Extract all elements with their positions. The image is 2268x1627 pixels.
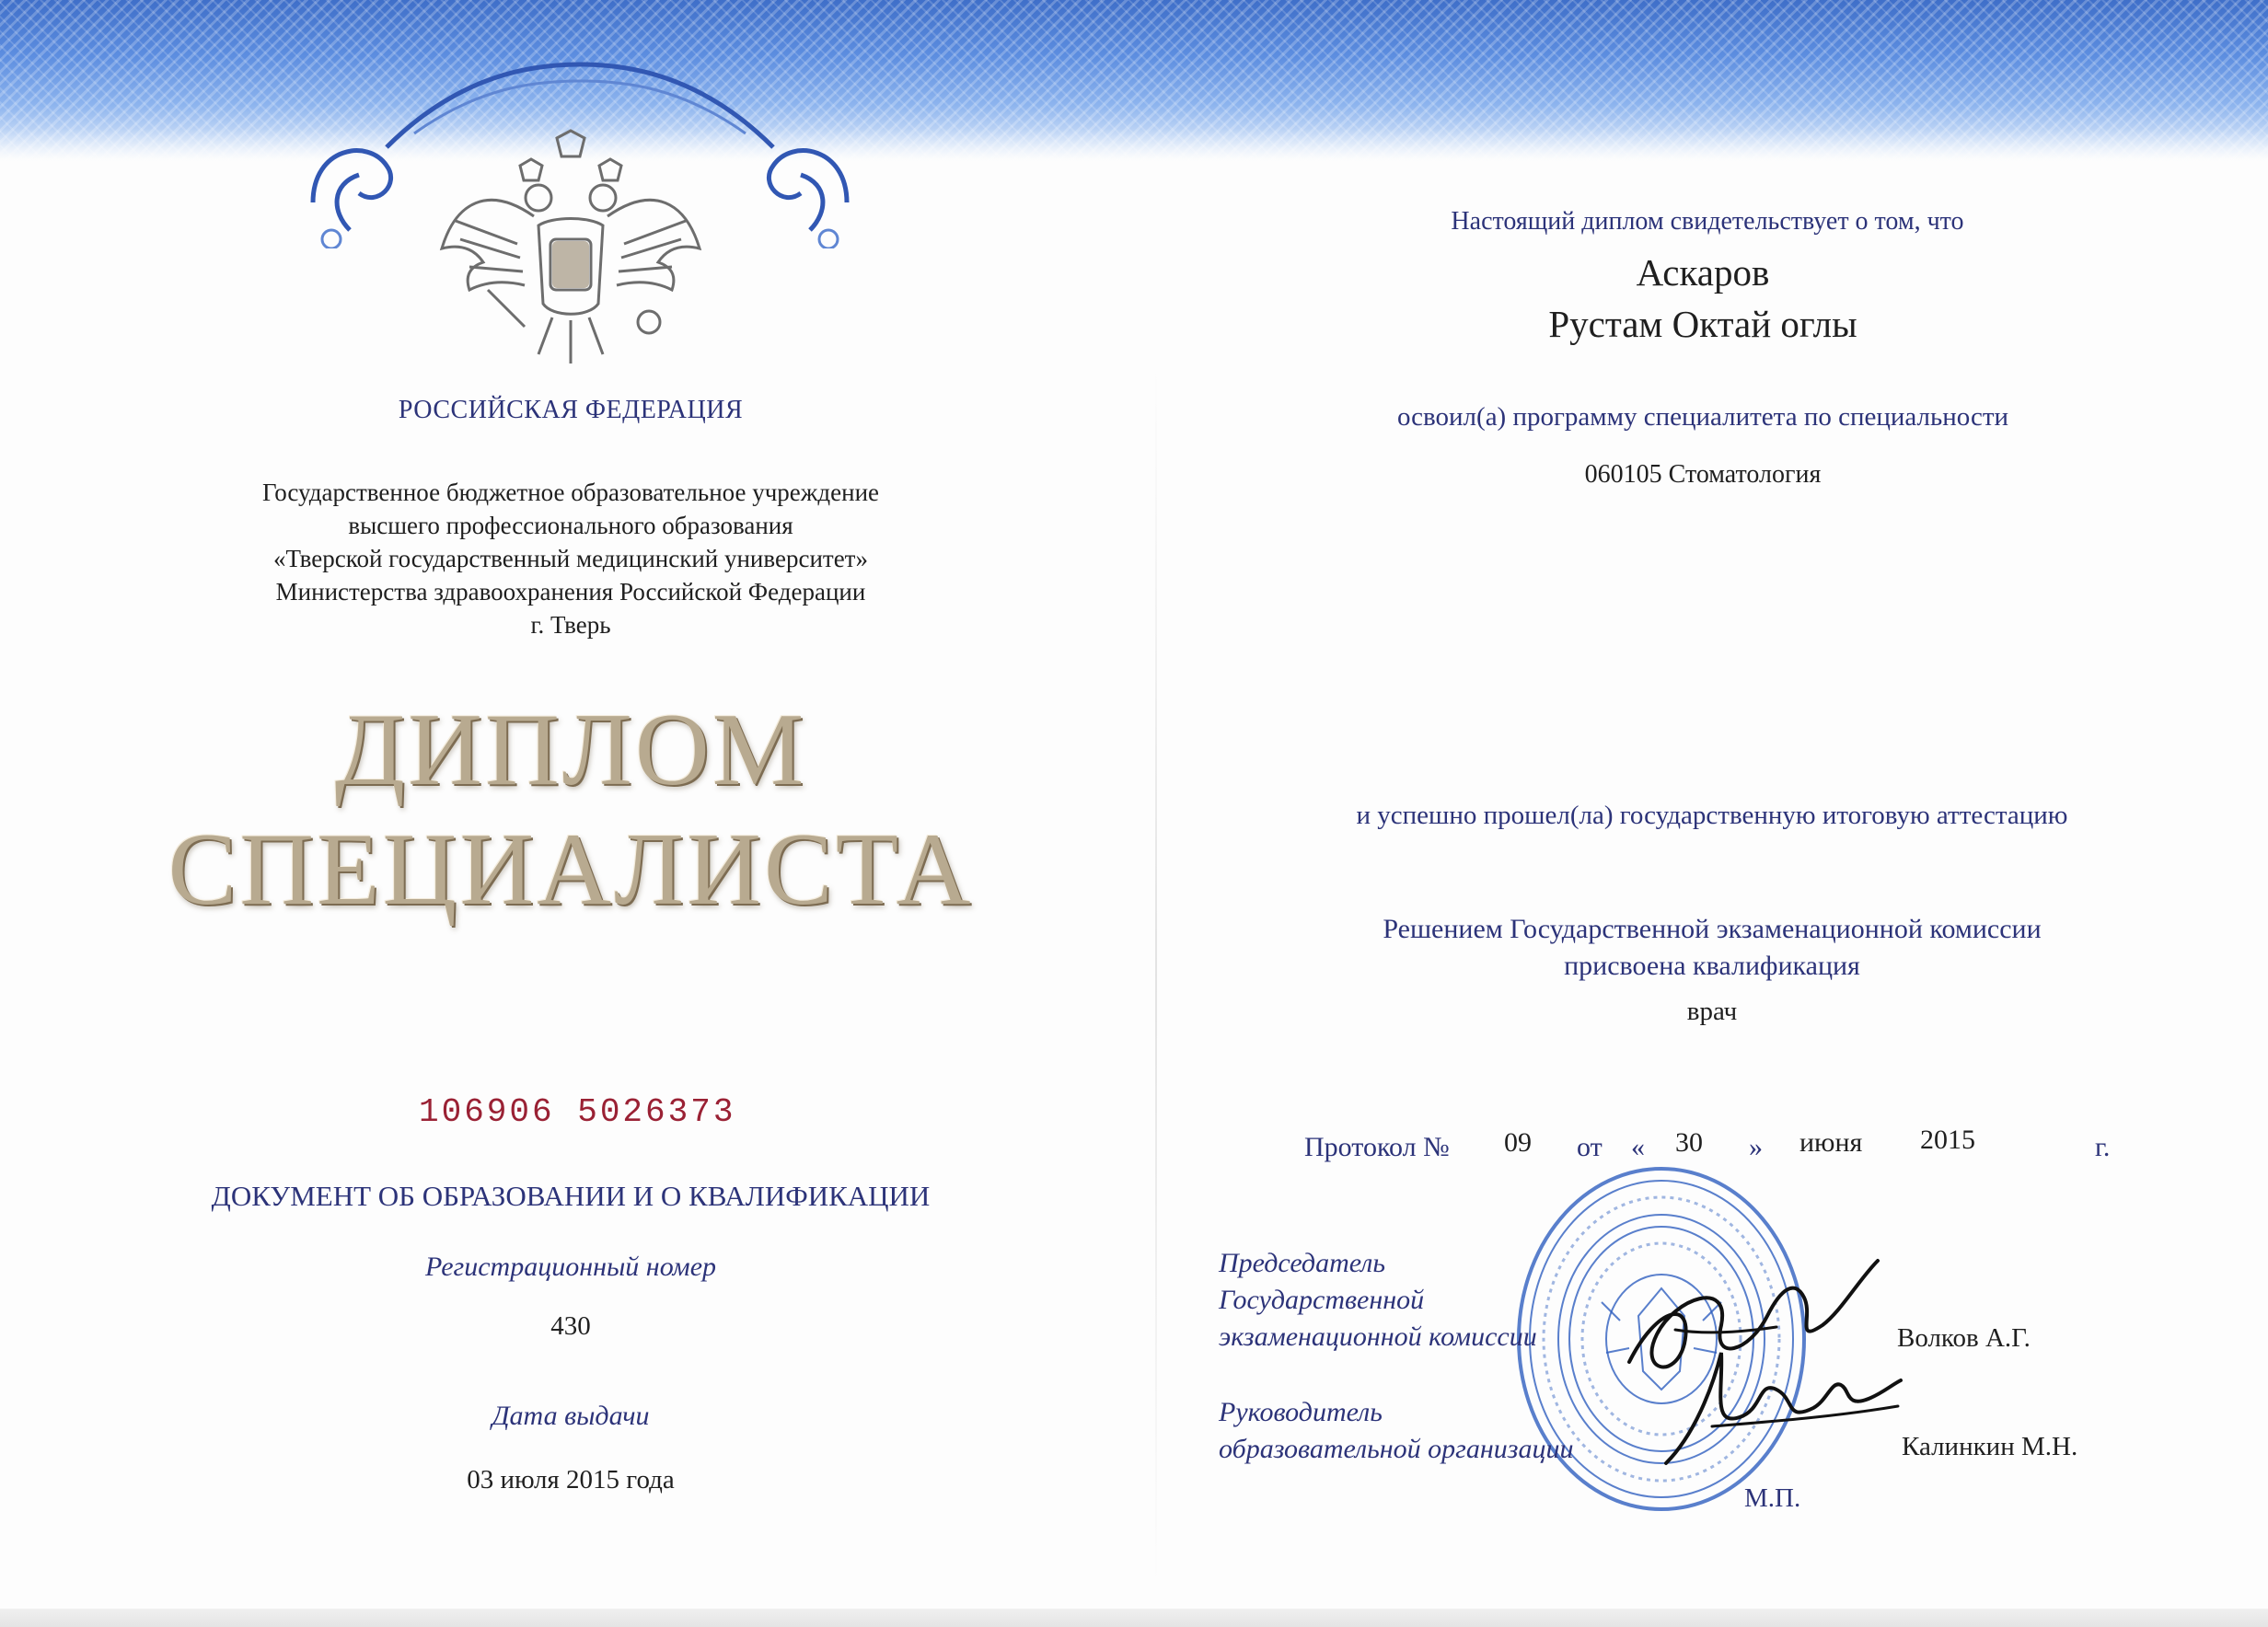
head-name: Калинкин М.Н.: [1902, 1432, 2078, 1461]
program-text: освоил(а) программу специалитета по специальности: [1396, 402, 2009, 432]
russian-coat-of-arms-icon: [433, 129, 709, 377]
specialty: 060105 Стоматология: [1584, 460, 1822, 489]
intro-text: Настоящий диплом свидетельствует о том, что: [1451, 207, 1964, 236]
protocol-day: 30: [1675, 1127, 1703, 1158]
protocol-label: Протокол №: [1304, 1132, 1450, 1162]
issue-date: 03 июля 2015 года: [467, 1465, 675, 1494]
graduate-surname: Аскаров: [1636, 251, 1770, 294]
protocol-from: от: [1577, 1132, 1603, 1162]
protocol-month: июня: [1799, 1127, 1863, 1158]
serial-number: 106906 5026373: [419, 1093, 736, 1131]
page-fold-line: [1155, 368, 1157, 1583]
head-line-2: образовательной организации: [1219, 1434, 1574, 1464]
qualification: врач: [1686, 997, 1738, 1026]
chairman-line-3: экзаменационной комиссии: [1219, 1321, 1537, 1352]
head-signature-icon: [1657, 1334, 1905, 1472]
institution-line-2: высшего профессионального образования: [348, 512, 793, 539]
diploma-title-line-2: СПЕЦИАЛИСТА: [168, 813, 974, 927]
institution-city: г. Тверь: [530, 611, 611, 639]
protocol-year: 2015: [1920, 1125, 1975, 1155]
issue-date-label: Дата выдачи: [492, 1401, 650, 1431]
institution-line-4: Министерства здравоохранения Российской Федерации: [275, 578, 866, 606]
protocol-quote-close: »: [1749, 1132, 1763, 1162]
registration-label: Регистрационный номер: [424, 1252, 717, 1282]
protocol-quote-open: «: [1631, 1132, 1645, 1162]
diploma-title-line-1: ДИПЛОМ: [334, 693, 807, 807]
attestation-text: и успешно прошел(ла) государственную итоговую аттестацию: [1356, 801, 2068, 830]
institution-line-3: «Тверской государственный медицинский университет»: [273, 545, 868, 572]
protocol-number: 09: [1504, 1127, 1532, 1158]
head-line-1: Руководитель: [1219, 1397, 1383, 1427]
graduate-given-names: Рустам Октай оглы: [1548, 303, 1857, 345]
chairman-line-2: Государственной: [1219, 1285, 1425, 1315]
institution-line-1: Государственное бюджетное образовательное учреждение: [261, 479, 880, 506]
country-label: РОССИЙСКАЯ ФЕДЕРАЦИЯ: [398, 396, 744, 424]
registration-number: 430: [550, 1311, 591, 1341]
scan-bottom-edge: [0, 1609, 2268, 1627]
document-type: ДОКУМЕНТ ОБ ОБРАЗОВАНИИ И О КВАЛИФИКАЦИИ: [211, 1180, 931, 1212]
commission-line-1: Решением Государственной экзаменационной комиссии: [1383, 914, 2042, 944]
commission-line-2: присвоена квалификация: [1564, 951, 1860, 981]
chairman-name: Волков А.Г.: [1897, 1323, 2031, 1353]
chairman-line-1: Председатель: [1219, 1248, 1386, 1278]
protocol-year-suffix: г.: [2095, 1132, 2111, 1162]
stamp-mark-label: М.П.: [1744, 1483, 1801, 1513]
